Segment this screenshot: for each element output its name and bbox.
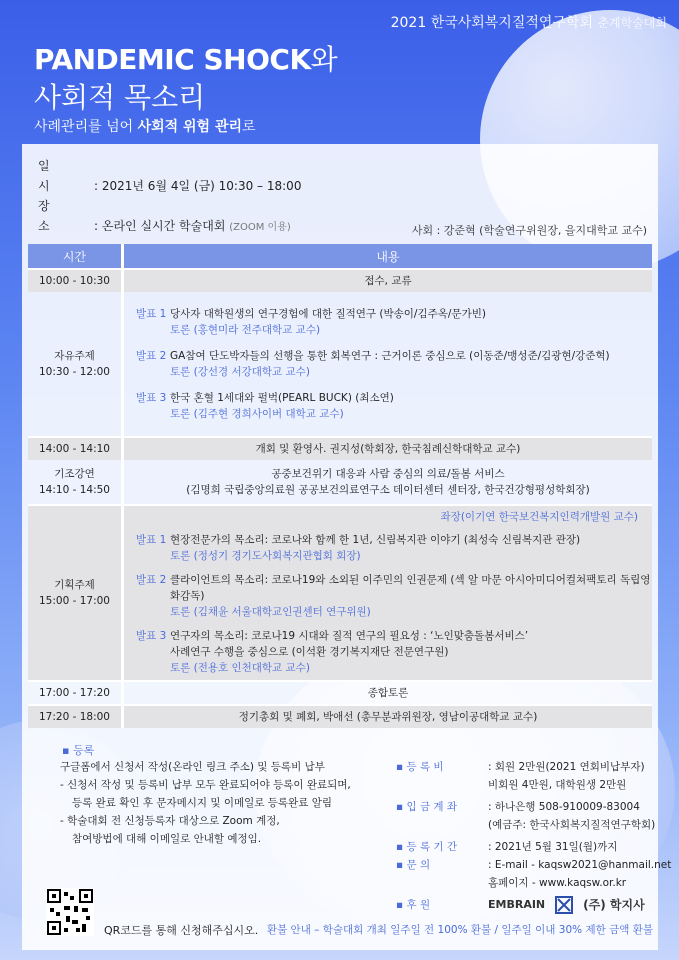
presentation: [124, 306, 652, 338]
date-label: 일 시: [38, 159, 60, 193]
contact-key-text: 문 의: [406, 859, 431, 871]
pres-tag: 발표 3: [136, 629, 167, 642]
account-holder: (예금주: 한국사회복지질적연구학회): [488, 819, 656, 831]
title-en-suffix: 와: [310, 43, 338, 76]
fee-key: ▪ 등 록 비: [396, 761, 444, 773]
event-info: [38, 156, 301, 238]
contact-email[interactable]: : E-mail - kaqsw2021@hanmail.net: [488, 859, 672, 871]
pres-title: 연구자의 목소리: 코로나19 시대와 질적 연구의 필요성 : ‘노인맞춤돌봄서비스’: [170, 629, 529, 642]
time-cell: 14:00 - 14:10: [28, 436, 124, 460]
moderator: 사회 : 강준혁 (학술연구위원장, 을지대학교 교수): [411, 224, 647, 237]
subtitle-pre: 사례관리를 넘어: [34, 119, 138, 135]
registration-title-text: 등록: [72, 744, 95, 757]
content-cell: [124, 292, 652, 436]
registration-title: ▪ 등록: [62, 744, 95, 757]
pres-title-cont: 사례연구 수행을 중심으로 (이석환 경기복지재단 전문연구원): [170, 645, 449, 658]
place-value: : 온라인 실시간 학술대회: [94, 219, 226, 233]
pres-discussant: 토론 (김채윤 서울대학교인권센터 연구위원): [170, 605, 371, 618]
keynote-title: 공중보건위기 대응과 사람 중심의 의료/돌봄 서비스: [271, 468, 505, 480]
chair: 좌장(이기연 한국보건복지인력개발원 교수): [440, 510, 638, 523]
embrain-logo: EMBRAIN: [488, 898, 546, 911]
reg-line: 참여방법에 대해 이메일로 안내할 예정임.: [72, 833, 262, 845]
reg-line: - 학술대회 전 신청등록자 대상으로 Zoom 계정,: [60, 815, 280, 827]
reg-line: 구글폼에서 신청서 작성(온라인 링크 주소) 및 등록비 납부: [60, 761, 325, 773]
refund-notice: 환불 안내 – 학술대회 개최 일주일 전 100% 환불 / 일주일 이내 30% 제한 금액 환불: [266, 924, 653, 936]
contact-website[interactable]: 홈페이지 - www.kaqsw.or.kr: [488, 877, 627, 889]
presentation: [124, 390, 652, 422]
time-cell: 10:00 - 10:30: [28, 268, 124, 292]
pres-discussant: 토론 (김주현 경희사이버 대학교 교수): [170, 408, 344, 420]
qr-instruction: QR코드를 통해 신청해주십시오.: [104, 924, 259, 937]
spacer: [396, 874, 488, 892]
time-cell: [28, 292, 124, 436]
pres-tag: 발표 3: [136, 392, 167, 404]
pres-discussant: 토론 (정성기 경기도사회복지관협회 회장): [170, 549, 361, 562]
title-korean: 사회적 목소리: [34, 81, 206, 114]
time-cell: 17:00 - 17:20: [28, 680, 124, 704]
content-cell: [124, 504, 652, 680]
registration-body: [60, 758, 351, 848]
presentation: [124, 628, 652, 676]
content-cell: 개회 및 환영사. 권지성(학회장, 한국침례신학대학교 교수): [124, 436, 652, 460]
fee-key-text: 등 록 비: [406, 761, 444, 773]
qr-code-icon[interactable]: [46, 888, 94, 936]
pres-title: 현장전문가의 목소리: 코로나와 함께 한 1년, 신림복지관 이야기 (최성숙 신림복지관 관장): [170, 533, 581, 546]
reg-line: 등록 완료 확인 후 문자메시지 및 이메일로 등록완료 알림: [72, 797, 332, 809]
hakjisa-logo: (주) 학지사: [583, 898, 645, 912]
account-key: ▪ 입 금 계 좌: [396, 801, 458, 813]
fee-value: : 회원 2만원(2021 연회비납부자): [488, 761, 645, 773]
spacer: [396, 816, 488, 834]
pres-title: 당사자 대학원생의 연구경험에 대한 질적연구 (박송이/김주옥/문가빈): [170, 308, 486, 320]
pres-tag: 발표 1: [136, 533, 167, 546]
sponsor-logos: [488, 896, 645, 914]
pres-discussant: 토론 (홍현미라 전주대학교 교수): [170, 324, 321, 336]
period-value: : 2021년 5월 31일(월)까지: [488, 841, 618, 853]
pres-tag: 발표 2: [136, 350, 167, 362]
sponsor-key-text: 후 원: [406, 899, 431, 911]
session-time: 15:00 - 17:00: [39, 595, 110, 607]
contact-key: ▪ 문 의: [396, 859, 431, 871]
presentation: [124, 572, 652, 620]
header-time: 시간: [28, 244, 124, 268]
org-name: 2021 한국사회복지질적연구학회: [390, 15, 593, 31]
session-name: 기조강연: [54, 468, 95, 480]
pres-discussant: 토론 (강선경 서강대학교 교수): [170, 366, 310, 378]
pres-title: GA참여 단도박자들의 선행을 통한 회복연구 : 근거이론 중심으로 (이동준/맹성준/김광현/강준혁): [170, 350, 610, 362]
content-cell: 접수, 교류: [124, 268, 652, 292]
event-name: 춘계학술대회: [597, 16, 667, 30]
session-time: 10:30 - 12:00: [39, 366, 110, 378]
time-cell: 17:20 - 18:00: [28, 704, 124, 728]
pres-title: 클라이언트의 목소리: 코로나19와 소외된 이주민의 인권문제 (섹 알 마문 아시아미디어컬쳐팩토리 독립영화감독): [170, 573, 651, 602]
content-cell: 정기총회 및 폐회, 박애선 (총무분과위원장, 영남이공대학교 교수): [124, 704, 652, 728]
title-en-text: PANDEMIC SHOCK: [34, 43, 311, 76]
pres-tag: 발표 1: [136, 308, 167, 320]
presentation: [124, 532, 652, 564]
subtitle: [34, 116, 256, 136]
pres-title: 한국 혼혈 1세대와 펄벅(PEARL BUCK) (최소연): [170, 392, 394, 404]
sponsor-key: ▪ 후 원: [396, 899, 431, 911]
place-note: (ZOOM 이용): [229, 222, 291, 233]
subtitle-post: 로: [242, 119, 256, 135]
session-time: 14:10 - 14:50: [39, 484, 110, 496]
header-content: 내용: [124, 244, 652, 268]
keynote-speaker: (김명희 국립중앙의료원 공공보건의료연구소 데이터센터 센터장, 한국건강형평성학회장): [186, 484, 590, 496]
title-english: [34, 38, 337, 78]
spacer: [396, 776, 488, 794]
account-key-text: 입 금 계 좌: [406, 801, 458, 813]
period-key: ▪ 등 록 기 간: [396, 841, 458, 853]
period-key-text: 등 록 기 간: [406, 841, 458, 853]
fee-info: [396, 758, 671, 914]
pres-discussant: 토론 (전용호 인천대학교 교수): [170, 661, 310, 674]
schedule-table: [28, 244, 652, 728]
event-header: [391, 12, 667, 32]
reg-line: - 신청서 작성 및 등록비 납부 모두 완료되어야 등록이 완료되며,: [60, 779, 351, 791]
content-cell: [124, 460, 652, 504]
presentation: [124, 348, 652, 380]
fee-value-2: 비회원 4만원, 대학원생 2만원: [488, 779, 627, 791]
subtitle-bold: 사회적 위험 관리: [137, 119, 242, 135]
date-value: : 2021년 6월 4일 (금) 10:30 – 18:00: [94, 179, 302, 193]
place-label: 장 소: [38, 199, 60, 233]
pres-tag: 발표 2: [136, 573, 167, 586]
sponsor-logo-icon: [555, 896, 573, 914]
time-cell: [28, 504, 124, 680]
session-name: 기획주제: [54, 579, 95, 591]
time-cell: [28, 460, 124, 504]
account-value: : 하나은행 508-910009-83004: [488, 801, 640, 813]
session-name: 자유주제: [54, 350, 95, 362]
content-cell: 종합토론: [124, 680, 652, 704]
